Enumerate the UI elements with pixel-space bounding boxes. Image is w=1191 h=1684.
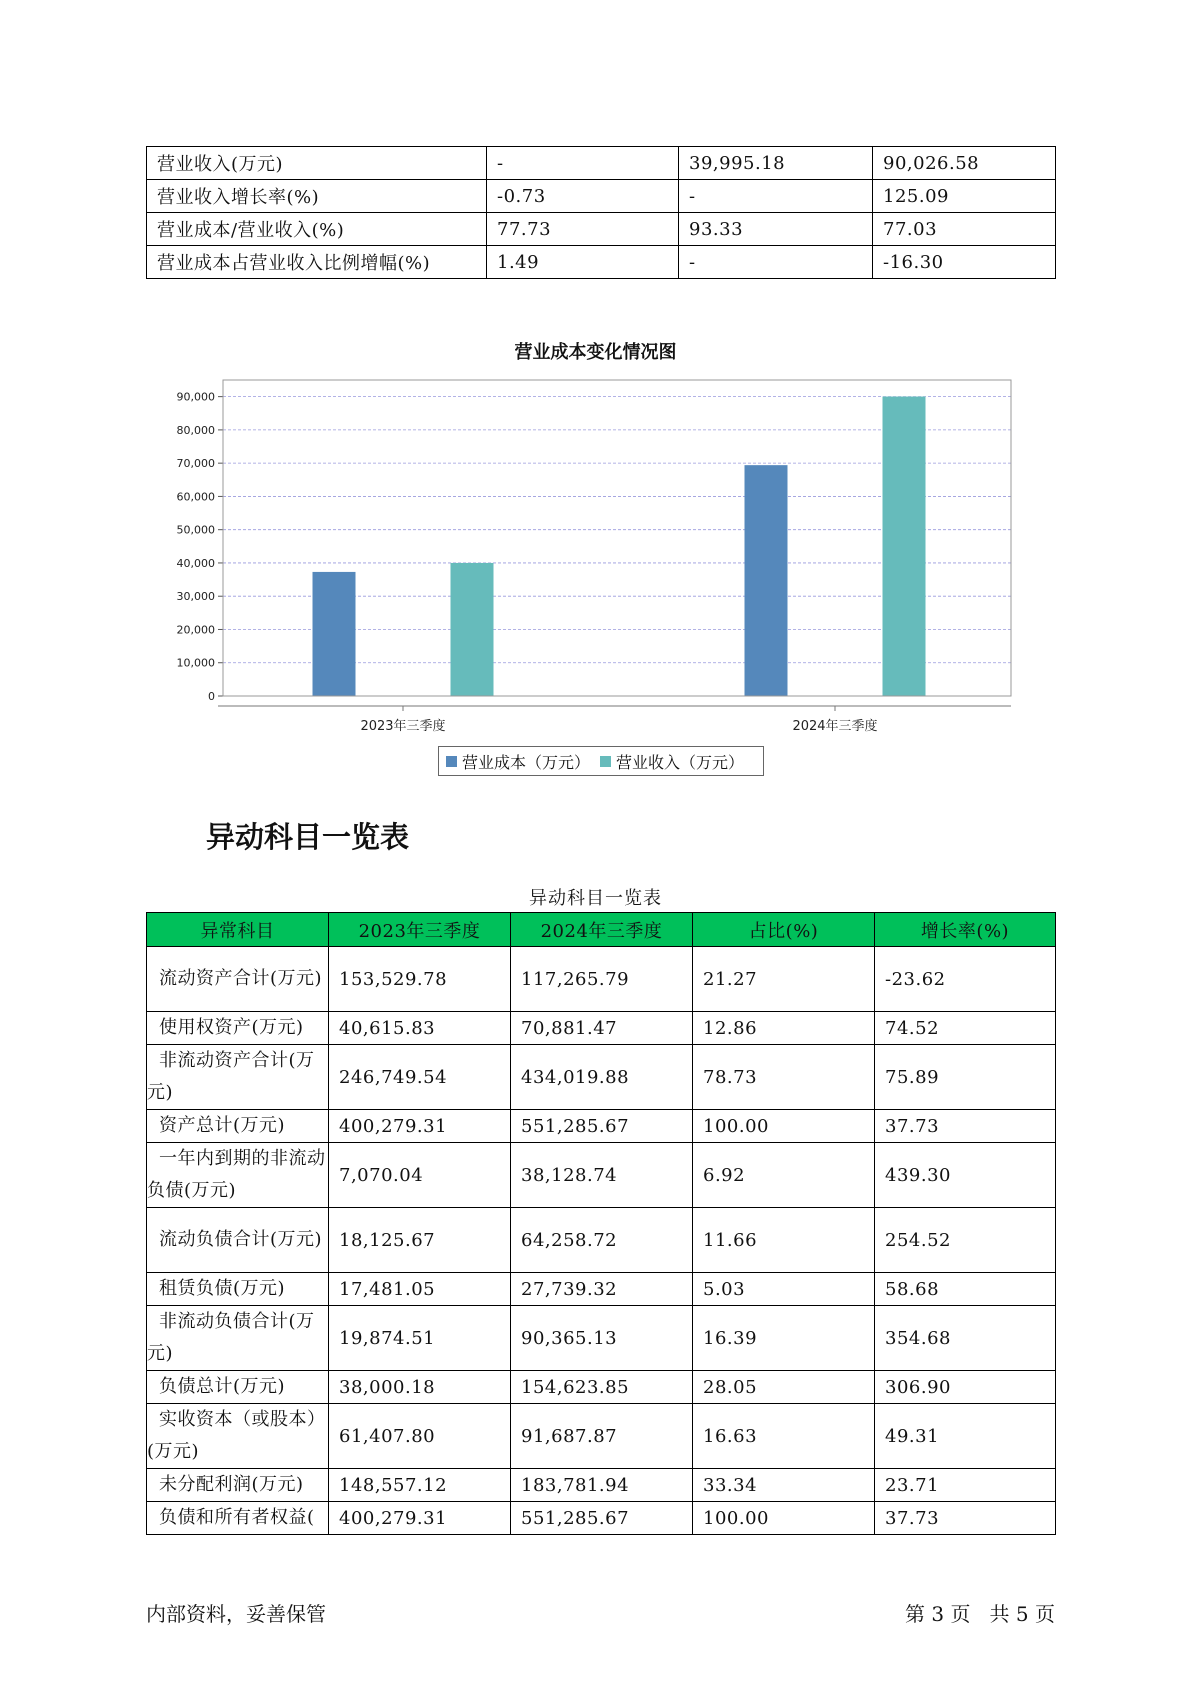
item-value-cell: 354.68 bbox=[875, 1306, 1056, 1371]
item-name-cell: 流动资产合计(万元) bbox=[147, 947, 329, 1012]
metric-value: 93.33 bbox=[679, 213, 873, 246]
table-row bbox=[147, 1306, 1056, 1371]
footer-page-number: 第 3 页 共 5 页 bbox=[905, 1602, 1055, 1626]
item-value-cell: 254.52 bbox=[875, 1208, 1056, 1273]
item-value-cell: 78.73 bbox=[693, 1045, 875, 1110]
item-value-cell: 58.68 bbox=[875, 1273, 1056, 1306]
item-value-cell: 400,279.31 bbox=[329, 1110, 511, 1143]
column-header: 2024年三季度 bbox=[511, 913, 693, 947]
column-header: 增长率(%) bbox=[875, 913, 1056, 947]
y-tick-label: 60,000 bbox=[176, 490, 215, 504]
item-value-cell: 49.31 bbox=[875, 1404, 1056, 1469]
item-name-cell: 实收资本（或股本）(万元) bbox=[147, 1404, 329, 1469]
item-value-cell: 117,265.79 bbox=[511, 947, 693, 1012]
item-value-cell: 37.73 bbox=[875, 1110, 1056, 1143]
metric-value: 125.09 bbox=[873, 180, 1056, 213]
item-value-cell: 400,279.31 bbox=[329, 1502, 511, 1535]
metric-value: 1.49 bbox=[487, 246, 679, 279]
item-value-cell: 40,615.83 bbox=[329, 1012, 511, 1045]
item-value-cell: 16.39 bbox=[693, 1306, 875, 1371]
column-header: 2023年三季度 bbox=[329, 913, 511, 947]
item-value-cell: 23.71 bbox=[875, 1469, 1056, 1502]
item-name-cell: 负债和所有者权益( bbox=[147, 1502, 329, 1535]
x-tick-label: 2023年三季度 bbox=[360, 719, 446, 734]
metric-value: - bbox=[679, 180, 873, 213]
item-name-cell: 一年内到期的非流动负债(万元) bbox=[147, 1143, 329, 1208]
item-value-cell: 16.63 bbox=[693, 1404, 875, 1469]
table-header-row bbox=[147, 913, 1056, 947]
item-value-cell: 5.03 bbox=[693, 1273, 875, 1306]
item-value-cell: 18,125.67 bbox=[329, 1208, 511, 1273]
table-row bbox=[147, 947, 1056, 1012]
item-value-cell: 439.30 bbox=[875, 1143, 1056, 1208]
bar bbox=[883, 397, 926, 696]
item-value-cell: 153,529.78 bbox=[329, 947, 511, 1012]
item-value-cell: 7,070.04 bbox=[329, 1143, 511, 1208]
legend-label-revenue: 营业收入（万元） bbox=[616, 752, 745, 772]
bar bbox=[745, 465, 788, 696]
item-value-cell: 27,739.32 bbox=[511, 1273, 693, 1306]
y-tick-label: 70,000 bbox=[176, 457, 215, 471]
metric-value: - bbox=[679, 246, 873, 279]
item-name-cell: 流动负债合计(万元) bbox=[147, 1208, 329, 1273]
item-value-cell: 434,019.88 bbox=[511, 1045, 693, 1110]
y-tick-label: 0 bbox=[208, 690, 215, 703]
item-name-cell: 使用权资产(万元) bbox=[147, 1012, 329, 1045]
y-tick-label: 50,000 bbox=[176, 523, 215, 537]
item-name-cell: 未分配利润(万元) bbox=[147, 1469, 329, 1502]
section-heading: 异动科目一览表 bbox=[206, 820, 410, 854]
y-tick-label: 80,000 bbox=[176, 423, 215, 437]
metric-value: -16.30 bbox=[873, 246, 1056, 279]
item-value-cell: 19,874.51 bbox=[329, 1306, 511, 1371]
item-value-cell: 306.90 bbox=[875, 1371, 1056, 1404]
table-row bbox=[147, 1469, 1056, 1502]
item-value-cell: 148,557.12 bbox=[329, 1469, 511, 1502]
item-value-cell: 33.34 bbox=[693, 1469, 875, 1502]
y-tick-label: 30,000 bbox=[176, 590, 215, 604]
chart-legend bbox=[438, 746, 764, 776]
column-header: 异常科目 bbox=[147, 913, 329, 947]
item-value-cell: 21.27 bbox=[693, 947, 875, 1012]
metric-value: 90,026.58 bbox=[873, 147, 1056, 180]
item-value-cell: 100.00 bbox=[693, 1110, 875, 1143]
chart-bars bbox=[313, 397, 926, 696]
y-tick-label: 40,000 bbox=[176, 556, 215, 570]
item-value-cell: 11.66 bbox=[693, 1208, 875, 1273]
anomaly-items-table bbox=[146, 912, 1056, 1535]
footer-confidential-note: 内部资料，妥善保管 bbox=[146, 1602, 326, 1626]
item-value-cell: 246,749.54 bbox=[329, 1045, 511, 1110]
legend-swatch-cost bbox=[446, 756, 457, 767]
item-value-cell: 70,881.47 bbox=[511, 1012, 693, 1045]
table-row bbox=[147, 1502, 1056, 1535]
item-value-cell: 17,481.05 bbox=[329, 1273, 511, 1306]
item-value-cell: 91,687.87 bbox=[511, 1404, 693, 1469]
x-tick-label: 2024年三季度 bbox=[792, 719, 878, 734]
item-value-cell: 6.92 bbox=[693, 1143, 875, 1208]
item-name-cell: 租赁负债(万元) bbox=[147, 1273, 329, 1306]
chart-title: 营业成本变化情况图 bbox=[514, 342, 677, 363]
legend-item-revenue bbox=[600, 750, 744, 773]
table-row bbox=[147, 1143, 1056, 1208]
y-tick-label: 20,000 bbox=[176, 623, 215, 637]
item-value-cell: 61,407.80 bbox=[329, 1404, 511, 1469]
metric-value: 77.03 bbox=[873, 213, 1056, 246]
item-value-cell: 64,258.72 bbox=[511, 1208, 693, 1273]
table-row bbox=[147, 1404, 1056, 1469]
item-value-cell: 90,365.13 bbox=[511, 1306, 693, 1371]
item-value-cell: 38,128.74 bbox=[511, 1143, 693, 1208]
bar bbox=[313, 572, 356, 696]
item-name-cell: 非流动负债合计(万元) bbox=[147, 1306, 329, 1371]
column-header: 占比(%) bbox=[693, 913, 875, 947]
table-row bbox=[147, 1045, 1056, 1110]
table-row bbox=[147, 1208, 1056, 1273]
item-value-cell: 154,623.85 bbox=[511, 1371, 693, 1404]
item-name-cell: 资产总计(万元) bbox=[147, 1110, 329, 1143]
metric-label: 营业收入(万元) bbox=[147, 147, 487, 180]
metric-value: 39,995.18 bbox=[679, 147, 873, 180]
table-caption: 异动科目一览表 bbox=[529, 888, 662, 909]
table-row bbox=[147, 1012, 1056, 1045]
item-value-cell: 12.86 bbox=[693, 1012, 875, 1045]
item-value-cell: 551,285.67 bbox=[511, 1110, 693, 1143]
metric-label: 营业收入增长率(%) bbox=[147, 180, 487, 213]
item-value-cell: -23.62 bbox=[875, 947, 1056, 1012]
item-value-cell: 74.52 bbox=[875, 1012, 1056, 1045]
metric-label: 营业成本/营业收入(%) bbox=[147, 213, 487, 246]
item-value-cell: 37.73 bbox=[875, 1502, 1056, 1535]
table-row bbox=[147, 1371, 1056, 1404]
y-tick-label: 10,000 bbox=[176, 656, 215, 670]
chart-x-axis bbox=[360, 706, 877, 734]
item-value-cell: 100.00 bbox=[693, 1502, 875, 1535]
metric-value: 77.73 bbox=[487, 213, 679, 246]
metric-label: 营业成本占营业收入比例增幅(%) bbox=[147, 246, 487, 279]
bar bbox=[451, 563, 494, 696]
legend-swatch-revenue bbox=[600, 756, 611, 767]
legend-label-cost: 营业成本（万元） bbox=[462, 752, 591, 772]
legend-item-cost bbox=[446, 750, 590, 773]
table-row bbox=[147, 1110, 1056, 1143]
cost-revenue-bar-chart bbox=[0, 0, 1191, 800]
item-value-cell: 183,781.94 bbox=[511, 1469, 693, 1502]
metric-value: -0.73 bbox=[487, 180, 679, 213]
y-tick-label: 90,000 bbox=[176, 390, 215, 404]
table-row bbox=[147, 1273, 1056, 1306]
item-value-cell: 28.05 bbox=[693, 1371, 875, 1404]
item-value-cell: 75.89 bbox=[875, 1045, 1056, 1110]
item-value-cell: 38,000.18 bbox=[329, 1371, 511, 1404]
item-name-cell: 非流动资产合计(万元) bbox=[147, 1045, 329, 1110]
item-name-cell: 负债总计(万元) bbox=[147, 1371, 329, 1404]
item-value-cell: 551,285.67 bbox=[511, 1502, 693, 1535]
metric-value: - bbox=[487, 147, 679, 180]
